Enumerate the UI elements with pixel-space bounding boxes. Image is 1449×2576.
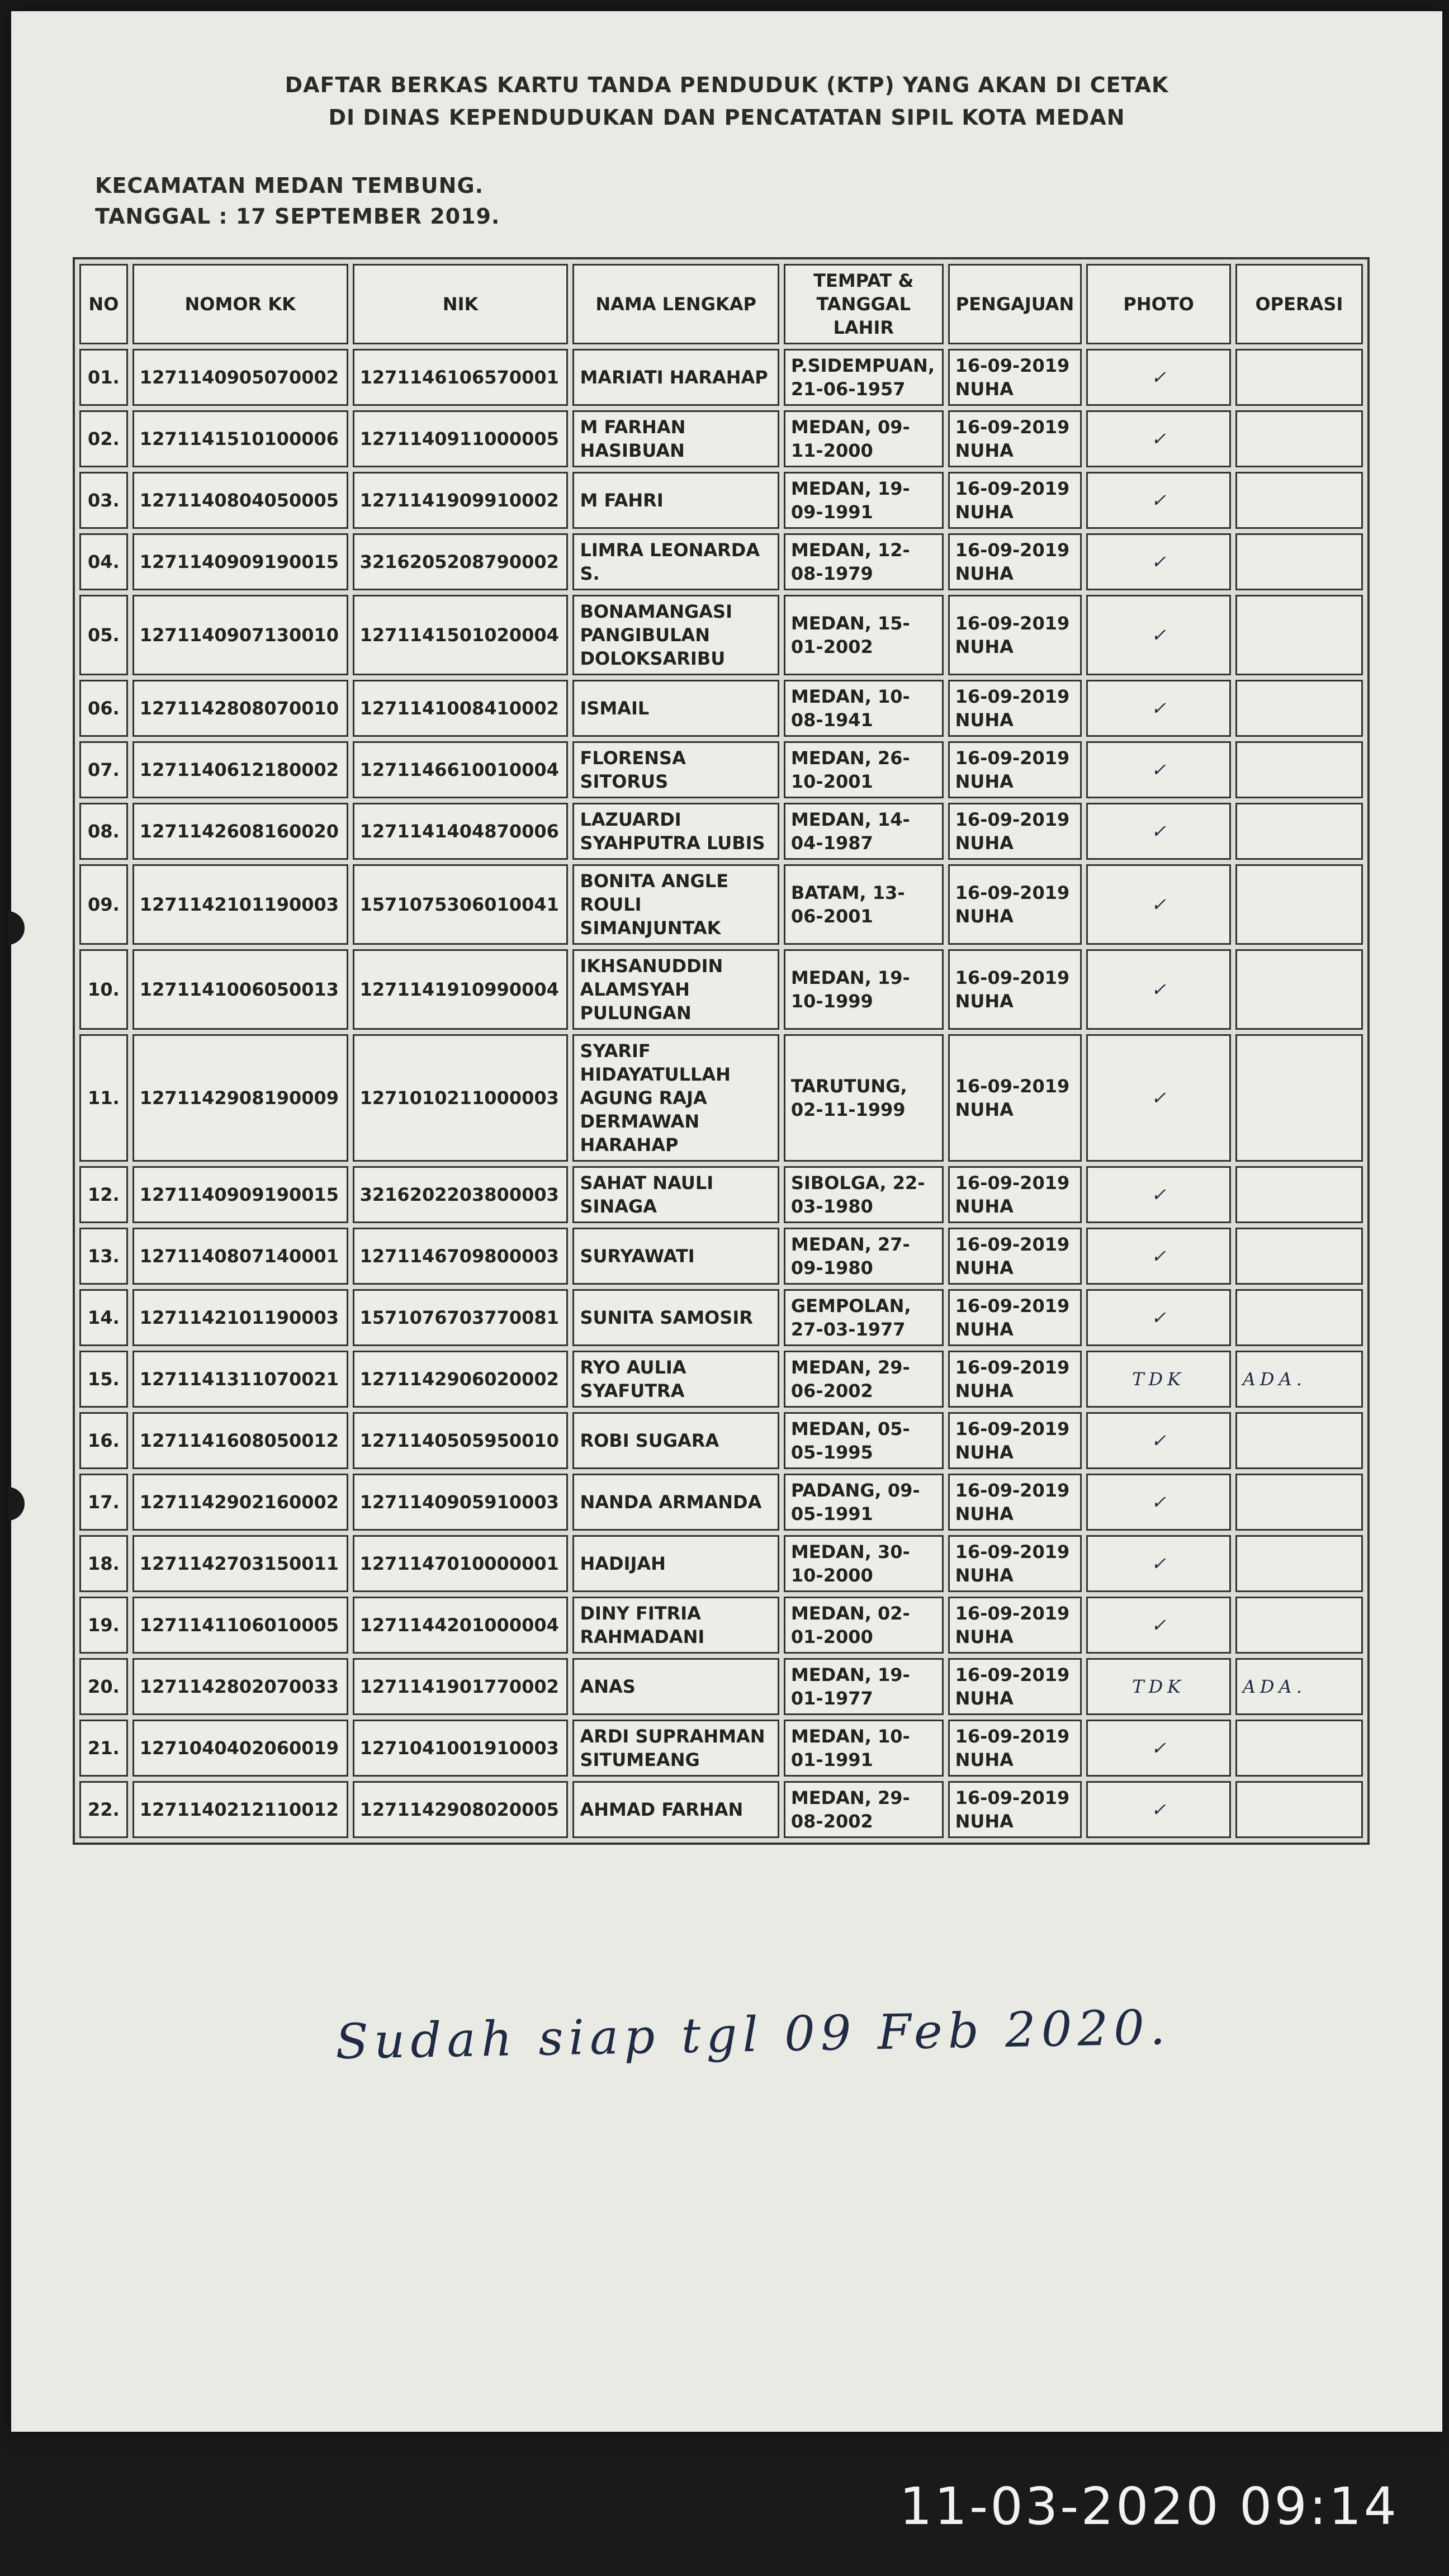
row-operasi (1235, 1535, 1363, 1592)
row-pengajuan: 16-09-2019 NUHA (948, 1720, 1082, 1777)
row-no: 17. (79, 1474, 128, 1531)
row-no: 19. (79, 1597, 128, 1654)
row-ttl: MEDAN, 15-01-2002 (784, 595, 944, 675)
row-nomor-kk: 1271140907130010 (132, 595, 348, 675)
punch-hole (8, 911, 25, 945)
row-nomor-kk: 1271142902160002 (132, 1474, 348, 1531)
row-nik: 1271141909910002 (353, 472, 569, 529)
table-row (79, 949, 1363, 1030)
row-nomor-kk: 1271140612180002 (132, 741, 348, 798)
row-nama: M FARHAN HASIBUAN (572, 410, 779, 467)
row-no: 11. (79, 1034, 128, 1162)
row-photo: ✓ (1086, 1412, 1230, 1469)
row-nik: 1271144201000004 (353, 1597, 569, 1654)
row-nik: 1271141501020004 (353, 595, 569, 675)
row-nomor-kk: 1271142802070033 (132, 1658, 348, 1715)
row-photo: ✓ (1086, 1166, 1230, 1223)
row-nama: AHMAD FARHAN (572, 1781, 779, 1838)
photo-timestamp: 11-03-2020 09:14 (899, 2476, 1399, 2536)
row-nomor-kk: 1271141608050012 (132, 1412, 348, 1469)
row-ttl: MEDAN, 19-09-1991 (784, 472, 944, 529)
table-row (79, 864, 1363, 945)
row-nik: 1271146709800003 (353, 1228, 569, 1285)
row-no: 02. (79, 410, 128, 467)
row-nik: 1271141901770002 (353, 1658, 569, 1715)
row-ttl: MEDAN, 29-06-2002 (784, 1351, 944, 1408)
row-nik: 1271041001910003 (353, 1720, 569, 1777)
row-operasi (1235, 1034, 1363, 1162)
row-pengajuan: 16-09-2019 NUHA (948, 1289, 1082, 1346)
row-nomor-kk: 1271142608160020 (132, 803, 348, 860)
table-row (79, 1597, 1363, 1654)
row-no: 13. (79, 1228, 128, 1285)
row-operasi (1235, 595, 1363, 675)
row-nik: 1571076703770081 (353, 1289, 569, 1346)
col-header-nama: NAMA LENGKAP (572, 264, 779, 344)
row-nama: ROBI SUGARA (572, 1412, 779, 1469)
row-nama: ARDI SUPRAHMAN SITUMEANG (572, 1720, 779, 1777)
document-page (11, 11, 1442, 2432)
handwritten-note: Sudah siap tgl 09 Feb 2020. (335, 1999, 1172, 2071)
row-no: 07. (79, 741, 128, 798)
row-photo: ✓ (1086, 680, 1230, 737)
row-photo: ✓ (1086, 1535, 1230, 1592)
row-photo: ✓ (1086, 1228, 1230, 1285)
row-operasi (1235, 410, 1363, 467)
tanggal-label: TANGGAL : 17 SEPTEMBER 2019. (95, 204, 500, 229)
row-operasi (1235, 349, 1363, 406)
row-pengajuan: 16-09-2019 NUHA (948, 533, 1082, 590)
row-nama: SURYAWATI (572, 1228, 779, 1285)
row-photo: ✓ (1086, 1034, 1230, 1162)
row-ttl: MEDAN, 14-04-1987 (784, 803, 944, 860)
col-header-ttl: TEMPAT & TANGGAL LAHIR (784, 264, 944, 344)
row-no: 18. (79, 1535, 128, 1592)
row-nik: 1271010211000003 (353, 1034, 569, 1162)
row-nama: MARIATI HARAHAP (572, 349, 779, 406)
table-row (79, 680, 1363, 737)
row-nomor-kk: 1271142101190003 (132, 1289, 348, 1346)
row-no: 04. (79, 533, 128, 590)
row-nama: RYO AULIA SYAFUTRA (572, 1351, 779, 1408)
row-ttl: MEDAN, 29-08-2002 (784, 1781, 944, 1838)
row-nik: 1271140505950010 (353, 1412, 569, 1469)
row-nik: 1271141404870006 (353, 803, 569, 860)
row-nomor-kk: 1271142703150011 (132, 1535, 348, 1592)
row-operasi (1235, 1781, 1363, 1838)
document-title-line2: DI DINAS KEPENDUDUKAN DAN PENCATATAN SIPIL KOTA MEDAN (328, 105, 1125, 130)
row-no: 08. (79, 803, 128, 860)
row-nomor-kk: 1271140212110012 (132, 1781, 348, 1838)
table-row (79, 533, 1363, 590)
row-photo: ✓ (1086, 1474, 1230, 1531)
row-operasi (1235, 1228, 1363, 1285)
row-pengajuan: 16-09-2019 NUHA (948, 1034, 1082, 1162)
row-nik: 1271141910990004 (353, 949, 569, 1030)
row-nik: 1271141008410002 (353, 680, 569, 737)
row-photo: ✓ (1086, 1720, 1230, 1777)
row-nomor-kk: 1271140804050005 (132, 472, 348, 529)
punch-hole (8, 1487, 25, 1521)
row-nomor-kk: 1271142808070010 (132, 680, 348, 737)
row-ttl: MEDAN, 19-01-1977 (784, 1658, 944, 1715)
row-photo: ✓ (1086, 410, 1230, 467)
row-ttl: MEDAN, 19-10-1999 (784, 949, 944, 1030)
row-pengajuan: 16-09-2019 NUHA (948, 949, 1082, 1030)
row-nama: M FAHRI (572, 472, 779, 529)
row-ttl: TARUTUNG, 02-11-1999 (784, 1034, 944, 1162)
row-nik: 1271142908020005 (353, 1781, 569, 1838)
col-header-photo: PHOTO (1086, 264, 1230, 344)
table-row (79, 349, 1363, 406)
row-nomor-kk: 1271141106010005 (132, 1597, 348, 1654)
table-row (79, 1289, 1363, 1346)
row-operasi (1235, 803, 1363, 860)
row-photo: ✓ (1086, 472, 1230, 529)
row-nama: HADIJAH (572, 1535, 779, 1592)
row-photo: ✓ (1086, 1781, 1230, 1838)
row-photo: ✓ (1086, 533, 1230, 590)
row-operasi: ADA. (1235, 1351, 1363, 1408)
row-ttl: MEDAN, 27-09-1980 (784, 1228, 944, 1285)
document-title-line1: DAFTAR BERKAS KARTU TANDA PENDUDUK (KTP) YANG AKAN DI CETAK (285, 73, 1169, 97)
kecamatan-label: KECAMATAN MEDAN TEMBUNG. (95, 173, 484, 198)
row-operasi (1235, 949, 1363, 1030)
table-row (79, 1474, 1363, 1531)
row-ttl: MEDAN, 02-01-2000 (784, 1597, 944, 1654)
row-ttl: MEDAN, 26-10-2001 (784, 741, 944, 798)
row-photo: ✓ (1086, 349, 1230, 406)
col-header-no: NO (79, 264, 128, 344)
row-no: 01. (79, 349, 128, 406)
row-nik: 3216205208790002 (353, 533, 569, 590)
table-row (79, 1535, 1363, 1592)
row-operasi (1235, 1289, 1363, 1346)
row-nomor-kk: 1271040402060019 (132, 1720, 348, 1777)
row-pengajuan: 16-09-2019 NUHA (948, 1474, 1082, 1531)
row-photo: ✓ (1086, 949, 1230, 1030)
table-row (79, 1034, 1363, 1162)
row-operasi (1235, 1412, 1363, 1469)
row-nomor-kk: 1271140909190015 (132, 1166, 348, 1223)
row-ttl: MEDAN, 10-01-1991 (784, 1720, 944, 1777)
table-row (79, 1781, 1363, 1838)
row-no: 14. (79, 1289, 128, 1346)
table-row (79, 1228, 1363, 1285)
row-no: 10. (79, 949, 128, 1030)
row-no: 05. (79, 595, 128, 675)
row-photo: ✓ (1086, 1289, 1230, 1346)
row-pengajuan: 16-09-2019 NUHA (948, 1166, 1082, 1223)
col-header-nomor-kk: NOMOR KK (132, 264, 348, 344)
row-no: 12. (79, 1166, 128, 1223)
row-nama: ISMAIL (572, 680, 779, 737)
row-nik: 1571075306010041 (353, 864, 569, 945)
table-row (79, 472, 1363, 529)
row-pengajuan: 16-09-2019 NUHA (948, 349, 1082, 406)
row-nomor-kk: 1271140807140001 (132, 1228, 348, 1285)
row-operasi (1235, 533, 1363, 590)
row-operasi (1235, 472, 1363, 529)
row-ttl: MEDAN, 30-10-2000 (784, 1535, 944, 1592)
row-nama: SYARIF HIDAYATULLAH AGUNG RAJA DERMAWAN HARAHAP (572, 1034, 779, 1162)
row-operasi (1235, 1597, 1363, 1654)
row-nomor-kk: 1271142908190009 (132, 1034, 348, 1162)
row-no: 03. (79, 472, 128, 529)
col-header-nik: NIK (353, 264, 569, 344)
row-ttl: MEDAN, 12-08-1979 (784, 533, 944, 590)
row-no: 22. (79, 1781, 128, 1838)
row-nama: NANDA ARMANDA (572, 1474, 779, 1531)
row-pengajuan: 16-09-2019 NUHA (948, 803, 1082, 860)
row-nama: BONAMANGASI PANGIBULAN DOLOKSARIBU (572, 595, 779, 675)
row-photo: ✓ (1086, 595, 1230, 675)
row-no: 06. (79, 680, 128, 737)
col-header-operasi: OPERASI (1235, 264, 1363, 344)
row-pengajuan: 16-09-2019 NUHA (948, 472, 1082, 529)
row-operasi (1235, 741, 1363, 798)
row-nik: 1271140905910003 (353, 1474, 569, 1531)
row-no: 15. (79, 1351, 128, 1408)
row-ttl: MEDAN, 10-08-1941 (784, 680, 944, 737)
row-operasi (1235, 1166, 1363, 1223)
row-nomor-kk: 1271141510100006 (132, 410, 348, 467)
col-header-pengajuan: PENGAJUAN (948, 264, 1082, 344)
table-row (79, 410, 1363, 467)
row-photo: ✓ (1086, 1597, 1230, 1654)
row-nomor-kk: 1271141311070021 (132, 1351, 348, 1408)
row-nama: IKHSANUDDIN ALAMSYAH PULUNGAN (572, 949, 779, 1030)
row-operasi (1235, 1720, 1363, 1777)
row-nik: 1271146106570001 (353, 349, 569, 406)
row-nama: LIMRA LEONARDA S. (572, 533, 779, 590)
row-nama: SUNITA SAMOSIR (572, 1289, 779, 1346)
row-photo: ✓ (1086, 864, 1230, 945)
row-nik: 3216202203800003 (353, 1166, 569, 1223)
row-photo: ✓ (1086, 741, 1230, 798)
row-photo: TDK (1086, 1351, 1230, 1408)
table-row (79, 1658, 1363, 1715)
row-pengajuan: 16-09-2019 NUHA (948, 741, 1082, 798)
row-operasi (1235, 864, 1363, 945)
table-header-row (79, 264, 1363, 344)
table-row (79, 741, 1363, 798)
row-ttl: MEDAN, 09-11-2000 (784, 410, 944, 467)
table-row (79, 595, 1363, 675)
table-row (79, 1412, 1363, 1469)
row-nik: 1271146610010004 (353, 741, 569, 798)
row-operasi: ADA. (1235, 1658, 1363, 1715)
row-pengajuan: 16-09-2019 NUHA (948, 410, 1082, 467)
table-row (79, 1351, 1363, 1408)
row-nama: LAZUARDI SYAHPUTRA LUBIS (572, 803, 779, 860)
row-no: 21. (79, 1720, 128, 1777)
row-ttl: MEDAN, 05-05-1995 (784, 1412, 944, 1469)
row-pengajuan: 16-09-2019 NUHA (948, 1658, 1082, 1715)
table-row (79, 1166, 1363, 1223)
row-nama: DINY FITRIA RAHMADANI (572, 1597, 779, 1654)
row-no: 09. (79, 864, 128, 945)
ktp-table (73, 257, 1370, 1845)
row-ttl: PADANG, 09-05-1991 (784, 1474, 944, 1531)
row-operasi (1235, 680, 1363, 737)
row-no: 16. (79, 1412, 128, 1469)
row-ttl: BATAM, 13-06-2001 (784, 864, 944, 945)
row-pengajuan: 16-09-2019 NUHA (948, 595, 1082, 675)
row-pengajuan: 16-09-2019 NUHA (948, 864, 1082, 945)
table-row (79, 1720, 1363, 1777)
row-pengajuan: 16-09-2019 NUHA (948, 1412, 1082, 1469)
row-nik: 1271140911000005 (353, 410, 569, 467)
table-row (79, 803, 1363, 860)
row-pengajuan: 16-09-2019 NUHA (948, 1597, 1082, 1654)
row-pengajuan: 16-09-2019 NUHA (948, 1535, 1082, 1592)
row-nomor-kk: 1271142101190003 (132, 864, 348, 945)
row-pengajuan: 16-09-2019 NUHA (948, 1228, 1082, 1285)
row-pengajuan: 16-09-2019 NUHA (948, 1781, 1082, 1838)
row-nomor-kk: 1271140905070002 (132, 349, 348, 406)
row-nomor-kk: 1271141006050013 (132, 949, 348, 1030)
row-pengajuan: 16-09-2019 NUHA (948, 680, 1082, 737)
row-nama: FLORENSA SITORUS (572, 741, 779, 798)
row-nomor-kk: 1271140909190015 (132, 533, 348, 590)
row-photo: ✓ (1086, 803, 1230, 860)
row-nik: 1271142906020002 (353, 1351, 569, 1408)
row-nama: BONITA ANGLE ROULI SIMANJUNTAK (572, 864, 779, 945)
row-nama: ANAS (572, 1658, 779, 1715)
row-no: 20. (79, 1658, 128, 1715)
row-nik: 1271147010000001 (353, 1535, 569, 1592)
row-pengajuan: 16-09-2019 NUHA (948, 1351, 1082, 1408)
row-operasi (1235, 1474, 1363, 1531)
row-nama: SAHAT NAULI SINAGA (572, 1166, 779, 1223)
row-ttl: SIBOLGA, 22-03-1980 (784, 1166, 944, 1223)
row-ttl: GEMPOLAN, 27-03-1977 (784, 1289, 944, 1346)
row-photo: TDK (1086, 1658, 1230, 1715)
row-ttl: P.SIDEMPUAN, 21-06-1957 (784, 349, 944, 406)
